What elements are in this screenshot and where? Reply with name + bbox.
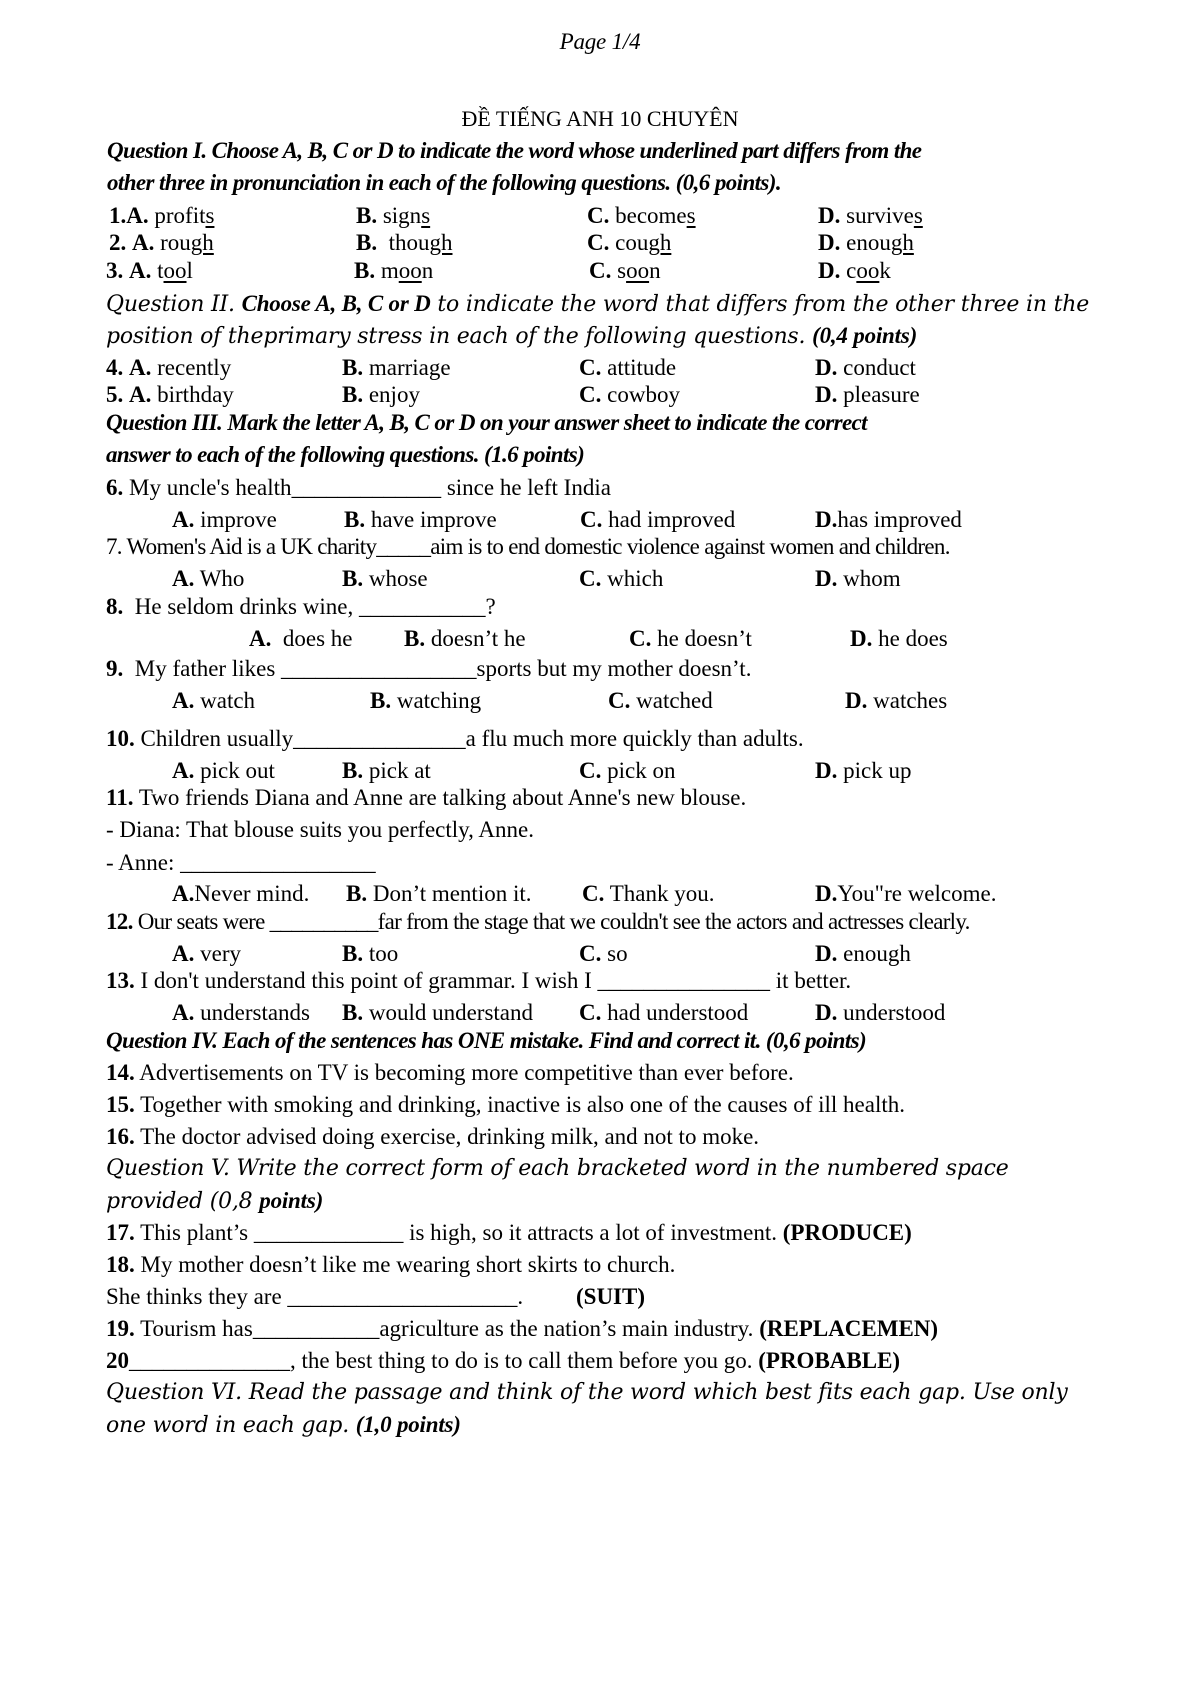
option-text: k [879, 258, 891, 283]
option-text: whom [843, 566, 901, 591]
option-letter: C. [608, 688, 631, 713]
question-text: Our seats were __________far from the stage that we couldn't see the actors and actresses clearly. [137, 909, 970, 934]
option-letter: D. [815, 507, 838, 532]
option-letter: A. [172, 758, 195, 783]
option-text: n [649, 258, 661, 283]
option-text: survive [846, 203, 914, 228]
q1-item3-num: 3. [106, 258, 124, 283]
q5-heading-line1: Question V. Write the correct form of each bracketed word in the numbered space [106, 1156, 1009, 1181]
q2-heading-text: position of theprimary stress in each of the following questions. [106, 324, 813, 349]
q2-heading-bold: Choose A, B, C or D [241, 291, 431, 316]
option-letter: D. [818, 258, 841, 283]
option-letter: B. [354, 258, 376, 283]
option-text: understands [200, 1000, 310, 1025]
option-letter: A. [172, 507, 195, 532]
option-letter: B. [344, 507, 366, 532]
option-letter: B. [342, 1000, 364, 1025]
underlined-part: oo [163, 258, 187, 283]
underlined-part: gh [890, 230, 914, 255]
option-text: birthday [157, 382, 234, 407]
q2-heading-text: to indicate the word that differs from the other three in the [430, 292, 1090, 317]
underlined-part: s [913, 203, 923, 228]
option-text: had understood [607, 1000, 749, 1025]
q4-heading: Question IV. Each of the sentences has ONE mistake. Find and correct it. (0,6 points) [106, 1028, 867, 1053]
option-text: c [846, 258, 857, 283]
question-text: I don't understand this point of grammar. I wish I _______________ it better. [140, 968, 852, 993]
option-text: improve [200, 507, 277, 532]
option-letter: D. [815, 881, 838, 906]
option-letter: D. [815, 566, 838, 591]
question-number: 5. [106, 382, 124, 407]
question-number: 6. [106, 475, 124, 500]
underlined-part: gh [648, 230, 672, 255]
option-letter: B. [342, 382, 364, 407]
option-letter: C. [580, 507, 603, 532]
option-text: too [368, 941, 399, 966]
q4-item-14 [106, 1060, 794, 1086]
question-text: She thinks they are ____________________. [106, 1284, 524, 1309]
option-letter: B. [342, 758, 364, 783]
option-letter: C. [587, 203, 610, 228]
option-letter: A. [129, 355, 152, 380]
option-text: pick out [200, 758, 275, 783]
option-letter: B. [356, 203, 378, 228]
option-text: You"re welcome. [837, 881, 997, 906]
question-number: 13. [106, 968, 135, 993]
question-number: 8. [106, 594, 124, 619]
option-text: whose [368, 566, 428, 591]
question-number: 17. [106, 1220, 135, 1245]
option-letter: B. [370, 688, 392, 713]
underlined-part: s [686, 203, 696, 228]
q5-points: points) [259, 1188, 324, 1213]
option-text: doesn’t he [430, 626, 526, 651]
option-letter: A. [172, 1000, 195, 1025]
option-letter: A. [126, 203, 149, 228]
option-text: enou [846, 230, 891, 255]
dialogue-line: - Anne: _________________ [106, 850, 376, 875]
option-text: enjoy [368, 382, 420, 407]
option-letter: C. [579, 566, 602, 591]
option-text: watched [636, 688, 713, 713]
option-letter: B. [356, 230, 378, 255]
q1-item1-num: 1. [109, 203, 127, 228]
q6-heading-line1: Question VI. Read the passage and think of the word which best fits each gap. Use only [106, 1380, 1068, 1405]
question-number: 18. [106, 1252, 135, 1277]
option-text: s [617, 258, 627, 283]
option-text: recently [157, 355, 232, 380]
option-letter: D. [818, 203, 841, 228]
option-letter: B. [342, 941, 364, 966]
option-letter: D. [850, 626, 873, 651]
option-text: Who [199, 566, 245, 591]
option-letter: C. [587, 230, 610, 255]
option-text: so [607, 941, 628, 966]
option-letter: D. [815, 758, 838, 783]
option-text: pleasure [843, 382, 920, 407]
option-text: cowboy [607, 382, 680, 407]
q1-heading-line2: other three in pronunciation in each of the following questions. (0,6 points). [107, 170, 781, 195]
option-text: does he [282, 626, 353, 651]
option-text: watch [200, 688, 256, 713]
option-letter: C. [579, 941, 602, 966]
option-text: l [186, 258, 193, 283]
underlined-part: oo [856, 258, 880, 283]
question-text: ______________, the best thing to do is to call them before you go. [129, 1348, 753, 1373]
q4-item-15 [106, 1092, 905, 1118]
question-number: 9. [106, 656, 124, 681]
option-text: had improved [608, 507, 736, 532]
q2-heading-label: Question II. [106, 292, 242, 317]
option-letter: C. [579, 1000, 602, 1025]
option-text: enough [843, 941, 911, 966]
q2-points: (0,4 points) [812, 323, 918, 348]
bracketed-word: (SUIT) [576, 1284, 646, 1309]
underlined-part: s [421, 203, 431, 228]
page-number: Page 1/4 [559, 29, 641, 54]
dialogue-line: - Diana: That blouse suits you perfectly, Anne. [106, 817, 534, 842]
option-text: very [200, 941, 241, 966]
option-text: he does [878, 626, 948, 651]
exam-title: ĐỀ TIẾNG ANH 10 CHUYÊN [461, 106, 739, 131]
option-letter: C. [579, 355, 602, 380]
bracketed-word: (PRODUCE) [782, 1220, 912, 1245]
question-number: 10. [106, 726, 135, 751]
question-text: Together with smoking and drinking, inactive is also one of the causes of ill health. [140, 1092, 905, 1117]
option-letter: D. [818, 230, 841, 255]
underlined-part: s [205, 203, 215, 228]
option-text: become [615, 203, 687, 228]
question-text: 7. Women's Aid is a UK charity_____aim is to end domestic violence against women and children. [106, 534, 950, 559]
underlined-part: gh [190, 230, 214, 255]
question-text: Advertisements on TV is becoming more competitive than ever before. [139, 1060, 794, 1085]
option-text: pick up [843, 758, 912, 783]
option-text: watches [873, 688, 948, 713]
option-text: m [380, 258, 399, 283]
option-letter: A. [172, 881, 195, 906]
question-number: 12. [106, 909, 133, 934]
option-letter: B. [342, 566, 364, 591]
option-letter: C. [579, 382, 602, 407]
q5-heading-text: provided (0,8 [106, 1189, 260, 1214]
option-letter: D. [815, 355, 838, 380]
option-text: t [157, 258, 164, 283]
question-number: 14. [106, 1060, 135, 1085]
option-letter: A. [132, 230, 155, 255]
q6-points: (1,0 points) [355, 1412, 461, 1437]
question-text: Tourism has___________agriculture as the nation’s main industry. [140, 1316, 754, 1341]
question-number: 15. [106, 1092, 135, 1117]
option-letter: A. [172, 941, 195, 966]
question-text: He seldom drinks wine, ___________? [134, 594, 496, 619]
option-letter: C. [589, 258, 612, 283]
option-text: Don’t mention it. [372, 881, 532, 906]
q1-item2-num: 2. [109, 230, 127, 255]
underlined-part: oo [398, 258, 422, 283]
option-text: watching [396, 688, 482, 713]
option-text: which [607, 566, 664, 591]
question-text: since he left India [441, 475, 611, 500]
question-number: 16. [106, 1124, 135, 1149]
option-text: Thank you. [609, 881, 715, 906]
option-text: pick on [607, 758, 676, 783]
bracketed-word: (REPLACEMEN) [759, 1316, 939, 1341]
option-text: attitude [607, 355, 677, 380]
option-text: has improved [837, 507, 962, 532]
option-text: understood [843, 1000, 946, 1025]
q3-heading-line2: answer to each of the following questions. (1.6 points) [106, 442, 585, 467]
q3-heading-line1: Question III. Mark the letter A, B, C or D on your answer sheet to indicate the correct [106, 410, 867, 435]
option-text: have improve [370, 507, 497, 532]
option-letter: D. [815, 382, 838, 407]
option-text: sign [382, 203, 422, 228]
option-text: cou [615, 230, 649, 255]
question-text: Children usually_______________a flu much more quickly than adults. [140, 726, 804, 751]
question-number: 20 [106, 1348, 129, 1373]
option-text: profit [154, 203, 206, 228]
option-text: thou [388, 230, 430, 255]
option-text: conduct [843, 355, 916, 380]
option-letter: C. [579, 758, 602, 783]
option-letter: B. [346, 881, 368, 906]
underlined-part: gh [429, 230, 453, 255]
option-letter: C. [629, 626, 652, 651]
option-letter: D. [815, 941, 838, 966]
option-text: n [421, 258, 434, 283]
option-letter: C. [582, 881, 605, 906]
question-number: 19. [106, 1316, 135, 1341]
option-text: pick at [368, 758, 431, 783]
q4-item-16 [106, 1124, 759, 1150]
answer-blank: _____________ [291, 475, 442, 500]
underlined-part: oo [626, 258, 650, 283]
q1-heading-line1: Question I. Choose A, B, C or D to indicate the word whose underlined part differs from the [107, 138, 922, 163]
q6-heading-text: one word in each gap. [106, 1413, 356, 1438]
option-letter: D. [815, 1000, 838, 1025]
option-text: he doesn’t [657, 626, 752, 651]
question-text: This plant’s _____________ is high, so it attracts a lot of investment. [140, 1220, 778, 1245]
option-letter: A. [249, 626, 272, 651]
option-letter: A. [129, 382, 152, 407]
option-letter: B. [404, 626, 426, 651]
option-letter: A. [129, 258, 152, 283]
question-text: My father likes _________________sports but my mother doesn’t. [134, 656, 752, 681]
question-number: 4. [106, 355, 124, 380]
question-text: My mother doesn’t like me wearing short skirts to church. [140, 1252, 676, 1277]
question-number: 11. [106, 785, 134, 810]
option-text: rou [160, 230, 191, 255]
question-text: My uncle's health [129, 475, 292, 500]
question-text: The doctor advised doing exercise, drinking milk, and not to moke. [140, 1124, 760, 1149]
option-text: Never mind. [194, 881, 310, 906]
option-letter: B. [342, 355, 364, 380]
option-letter: A. [172, 688, 195, 713]
bracketed-word: (PROBABLE) [758, 1348, 901, 1373]
option-text: would understand [368, 1000, 534, 1025]
option-letter: A. [172, 566, 195, 591]
question-text: Two friends Diana and Anne are talking about Anne's new blouse. [138, 785, 747, 810]
option-text: marriage [368, 355, 451, 380]
option-letter: D. [845, 688, 868, 713]
